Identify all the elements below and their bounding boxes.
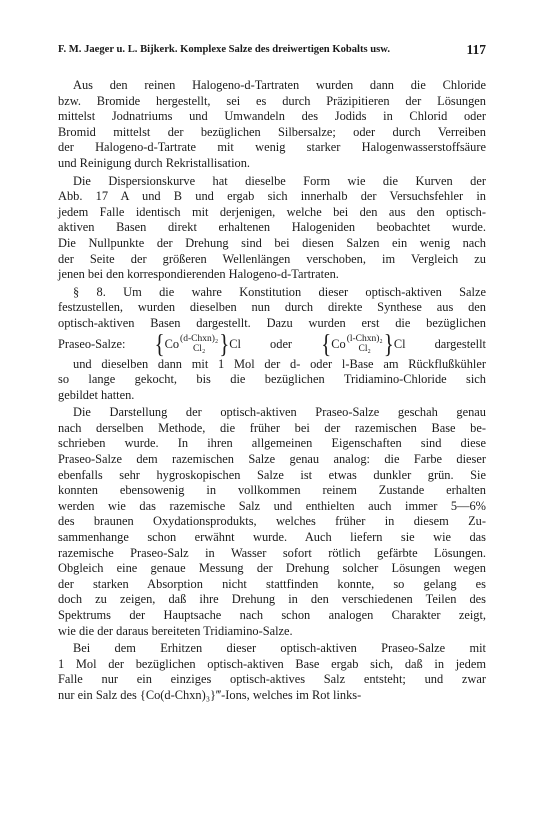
anion: Cl: [393, 336, 406, 351]
text-line: bzw. Bromide hergestellt, sei es durch Präzipitieren der Lösungen: [58, 93, 486, 108]
text-line: Bei dem Erhitzen dieser optisch-aktiven Praseo-Salze mit: [73, 641, 486, 656]
text-line: konnten ebensowenig in vollkommen reinem Zustande erhalten: [58, 483, 486, 498]
text-line: Spektrums der Hauptsache nach schon analogen Charakter zeigt,: [58, 608, 486, 622]
complex-left: [154, 328, 241, 359]
text-line: sammenhange schon erwähnt wurde. Auch liefern sie wie das: [58, 530, 486, 545]
text-line: Aus den reinen Halogeno-d-Tartraten wurden dann die Chloride: [73, 78, 486, 92]
brace-close: }: [219, 328, 230, 359]
paragraphs-before-formula: [58, 78, 486, 332]
cobalt-symbol: Co: [164, 336, 180, 351]
formula-connector: oder: [270, 336, 293, 351]
body-text: [58, 78, 486, 704]
text-line: gebildet hatten.: [58, 387, 135, 402]
text-line: mittelst Jodnatriums und Umwandeln des Jodids in Chlorid oder: [58, 109, 486, 124]
brace-open: {: [321, 328, 332, 359]
cobalt-symbol: Co: [331, 336, 346, 351]
text-line: der starken Absorption nicht stattfinden konnte, so gelang es: [58, 576, 486, 591]
running-title: F. M. Jaeger u. L. Bijkerk. Komplexe Salze des dreiwertigen Kobalts usw.: [58, 44, 391, 55]
text-line: und Reinigung durch Rekristallisation.: [58, 155, 251, 170]
formula-label: Praseo-Salze:: [58, 336, 126, 351]
text-line: der Seite der größeren Wellenlängen verschoben, im Vergleich zu: [58, 251, 486, 266]
ligand-stack: [180, 334, 218, 354]
text-line: nach derselben Methode, die früher bei der razemischen Base be-: [58, 420, 486, 435]
ligand-top: (d-Chxn)₂: [180, 334, 219, 344]
text-line: optisch-aktiven Basen dargestellt. Dazu wurden erst die bezüglichen: [58, 315, 486, 330]
text-line: Praseo-Salze dem razemischen Salze genau analog: die Farbe dieser: [58, 452, 486, 467]
formula-line: [58, 328, 486, 359]
text-line: Abb. 17 A und B und ergab sich innerhalb der Versuchsfehler in: [58, 189, 486, 204]
brace-open: {: [154, 328, 165, 359]
text-line: des braunen Oxydationsprodukts, welches früher in diesem Zu-: [58, 514, 486, 529]
complex-right: [321, 328, 406, 359]
text-line: der Halogeno-d-Tartrate mit wenig starker Halogenwasserstoffsäure: [58, 140, 486, 155]
text-line: werden wie das razemische Salz und enthielten auch immer 5—6%: [58, 498, 486, 513]
text-line: Bromid mittelst der bezüglichen Silbersalze; oder durch Verreiben: [58, 124, 486, 139]
running-header: [58, 44, 486, 55]
text-line: Die Darstellung der optisch-aktiven Praseo-Salze geschah genau: [73, 405, 486, 420]
text-line: doch zu zeigen, daß ihre Drehung in den verschiedenen Teilen des: [58, 592, 486, 607]
text-line: ebenfalls sehr hygroskopischen Salze ist etwas dunkler grün. Sie: [58, 467, 486, 482]
text-line: Obgleich eine genaue Messung der Drehung solcher Lösungen wegen: [58, 561, 486, 576]
anion: Cl: [229, 336, 241, 351]
text-line: so lange gekocht, bis die bezüglichen Tridiamino-Chloride sich: [58, 372, 486, 387]
text-line: schrieben wurde. In ihren allgemeinen Eigenschaften sind diese: [58, 436, 486, 451]
text-line: nur ein Salz des {Co(d-Chxn)₃}‴-Ions, welches im Rot links-: [58, 687, 362, 702]
text-line: jenen bei den korrespondierenden Halogeno-d-Tartraten.: [58, 267, 339, 282]
ligand-top: (l-Chxn)₂: [346, 334, 383, 344]
page-number: 117: [466, 42, 486, 57]
text-line: § 8. Um die wahre Konstitution dieser optisch-aktiven Salze: [73, 284, 486, 299]
text-line: und dieselben dann mit 1 Mol der d- oder l-Base am Rückflußkühler: [73, 356, 486, 371]
text-line: 1 Mol der bezüglichen optisch-aktiven Base ergab sich, daß in jedem: [58, 656, 486, 671]
text-line: razemische Praseo-Salz in Wasser sofort rötlich gefärbte Lösungen.: [58, 545, 486, 560]
text-line: Die Dispersionskurve hat dieselbe Form wie die Kurven der: [73, 173, 486, 188]
text-line: jedem Falle identisch mit derjenigen, welche bei den aus den optisch-: [58, 204, 486, 219]
text-line: festzustellen, wurden dieselben nun durch direkte Synthese aus den: [58, 300, 486, 315]
ligand-bottom: Cl₂: [192, 344, 206, 354]
text-line: aktiven Basen direkt erhaltenen Halogeniden beobachtet wurde.: [58, 220, 486, 235]
ligand-bottom: Cl₂: [358, 344, 371, 354]
brace-close: }: [383, 328, 394, 359]
paragraphs-after-formula: [58, 357, 486, 704]
text-line: wie die der daraus bereiteten Tridiamino-Salze.: [58, 623, 293, 638]
formula-tail: dargestellt: [434, 336, 486, 351]
text-line: Falle nur ein einziges optisch-aktives Salz entsteht; und zwar: [58, 672, 486, 687]
text-line: Die Nullpunkte der Drehung sind bei diesen Salzen ein wenig nach: [58, 235, 486, 250]
ligand-stack: [347, 334, 383, 354]
